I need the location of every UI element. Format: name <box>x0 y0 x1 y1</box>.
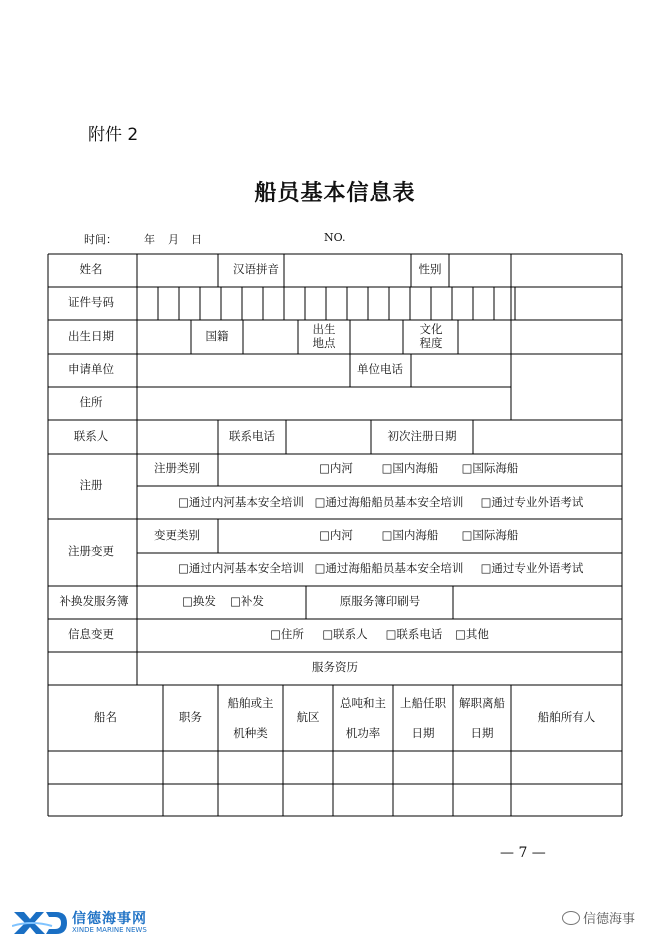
reg-training-inland-checkbox[interactable]: □通过内河基本安全培训 <box>178 495 304 510</box>
education-label-1: 文化 <box>419 322 443 337</box>
change-other-checkbox[interactable]: □其他 <box>455 627 489 642</box>
reg-international-checkbox[interactable]: □国际海船 <box>461 461 519 476</box>
time-label: 时间： <box>84 233 117 246</box>
id-number-label: 证件号码 <box>68 295 114 310</box>
change-training-inland-checkbox[interactable]: □通过内河基本安全培训 <box>178 561 304 576</box>
watermark-text: 信德海事 <box>583 912 636 927</box>
address-label: 住所 <box>79 395 103 410</box>
reg-domestic-checkbox[interactable]: □国内海船 <box>381 461 439 476</box>
logo-english-name: XINDE MARINE NEWS <box>72 926 147 934</box>
employer-label: 申请单位 <box>68 362 114 377</box>
replace-checkbox[interactable]: □补发 <box>230 594 264 609</box>
first-reg-date-label: 初次注册日期 <box>387 429 457 444</box>
reg-type-label: 注册类别 <box>154 461 200 476</box>
birth-place-label-1: 出生 <box>312 322 336 337</box>
change-contact-checkbox[interactable]: □联系人 <box>322 627 368 642</box>
gender-label: 性别 <box>418 262 442 277</box>
change-address-checkbox[interactable]: □住所 <box>270 627 304 642</box>
service-header-8-line-1: 船舶所有人 <box>537 710 596 725</box>
service-header-5-line-2: 机功率 <box>345 726 381 741</box>
logo-chinese-name: 信德海事网 <box>72 911 147 927</box>
service-history-heading: 服务资历 <box>312 660 358 675</box>
change-language-exam-checkbox[interactable]: □通过专业外语考试 <box>480 561 584 576</box>
renew-checkbox[interactable]: □换发 <box>182 594 216 609</box>
change-domestic-checkbox[interactable]: □国内海船 <box>381 528 439 543</box>
register-label: 注册 <box>79 478 103 493</box>
reg-language-exam-checkbox[interactable]: □通过专业外语考试 <box>480 495 584 510</box>
xinde-logo <box>12 908 147 940</box>
contact-phone-label: 联系电话 <box>229 429 275 444</box>
change-training-sea-checkbox[interactable]: □通过海船船员基本安全培训 <box>314 561 464 576</box>
contact-label: 联系人 <box>73 429 109 444</box>
change-international-checkbox[interactable]: □国际海船 <box>461 528 519 543</box>
page-number: — 7 — <box>500 845 546 861</box>
service-header-1-line-1: 船名 <box>94 710 117 725</box>
education-label-2: 程度 <box>419 336 443 351</box>
wechat-watermark <box>562 908 635 927</box>
service-header-6-line-1: 上船任职 <box>400 696 446 711</box>
info-change-label: 信息变更 <box>68 627 114 642</box>
service-header-7-line-2: 日期 <box>470 726 494 741</box>
nationality-label: 国籍 <box>205 329 229 344</box>
service-header-4-line-1: 航区 <box>296 710 320 725</box>
wechat-icon <box>562 911 580 925</box>
change-contact-phone-checkbox[interactable]: □联系电话 <box>385 627 443 642</box>
service-header-2-line-1: 职务 <box>179 710 202 725</box>
service-header-3-line-1: 船舶或主 <box>227 696 274 711</box>
year-label: 年 <box>144 233 155 246</box>
day-label: 日 <box>191 233 202 246</box>
reg-training-sea-checkbox[interactable]: □通过海船船员基本安全培训 <box>314 495 464 510</box>
service-header-5-line-1: 总吨和主 <box>340 696 386 711</box>
change-register-label: 注册变更 <box>68 544 114 559</box>
service-header-3-line-2: 机种类 <box>233 726 268 741</box>
page-title: 船员基本信息表 <box>254 181 416 206</box>
birth-place-label-2: 地点 <box>312 336 336 351</box>
orig-book-no-label: 原服务簿印刷号 <box>339 594 421 609</box>
employer-phone-label: 单位电话 <box>357 362 403 377</box>
xd-logo-icon <box>12 908 68 936</box>
attachment-label: 附件 2 <box>88 125 139 145</box>
reissue-label: 补换发服务簿 <box>59 594 129 609</box>
pinyin-label: 汉语拼音 <box>233 262 279 277</box>
change-inland-checkbox[interactable]: □内河 <box>319 528 353 543</box>
no-label: NO. <box>324 231 346 244</box>
name-label: 姓名 <box>79 262 103 277</box>
change-type-label: 变更类别 <box>154 528 200 543</box>
birth-date-label: 出生日期 <box>68 329 114 344</box>
crew-info-form <box>48 254 622 816</box>
service-header-7-line-1: 解职离船 <box>459 696 505 711</box>
service-header-6-line-2: 日期 <box>411 726 435 741</box>
month-label: 月 <box>168 233 179 246</box>
reg-inland-checkbox[interactable]: □内河 <box>319 461 353 476</box>
